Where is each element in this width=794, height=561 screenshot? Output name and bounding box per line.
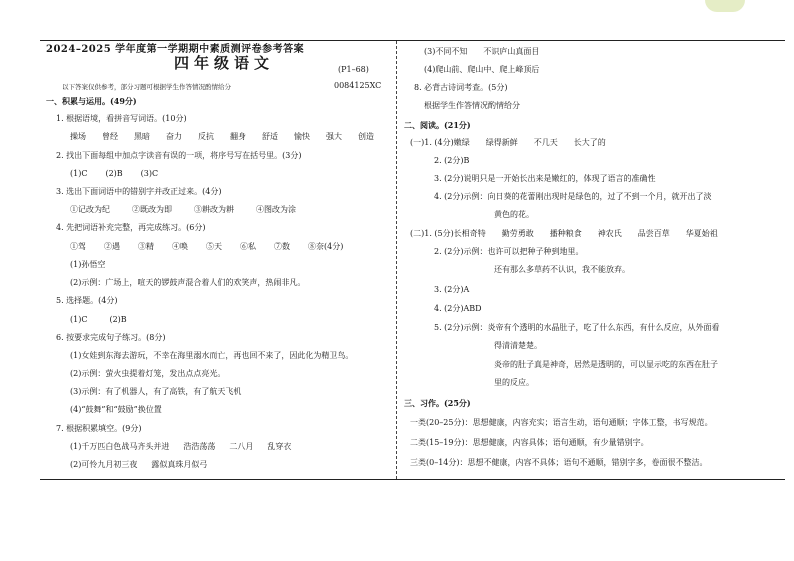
q7-answer-1 <box>70 442 291 452</box>
document-code: 0084125XC <box>334 81 382 90</box>
reading-1-q1: (一)1. (4分)嫩绿 绿得新鲜 不几天 长大了的 <box>410 138 606 147</box>
reading-2-q5-cont-3: 里的反应。 <box>494 378 534 387</box>
reading-1-q3: 3. (2分)说明只是一开始长出来是嫩红的，体现了语言的准确性 <box>434 174 656 183</box>
q2-answers <box>70 169 158 179</box>
section-1-heading: 一、积累与运用。(49分) <box>46 96 137 106</box>
q6-answer-1: (1)女娃到东海去游玩，不幸在海里溺水而亡，再也回不来了，因此化为精卫鸟。 <box>70 351 354 360</box>
q3-answer: ②既改为即 <box>132 205 172 214</box>
q1-word: 愉快 <box>294 132 310 141</box>
q3-answers <box>70 205 296 215</box>
q2-answer: (2)B <box>105 169 123 178</box>
q3-answer: ①记改为纪 <box>70 205 110 214</box>
q4-answer: ③精 <box>138 242 154 251</box>
question-6: 6. 按要求完成句子练习。(8分) <box>56 333 166 342</box>
question-4: 4. 先把词语补充完整，再完成练习。(6分) <box>56 223 206 232</box>
q1-word: 创造 <box>358 132 374 141</box>
document-title: 2024–2025 学年度第一学期期中素质测评卷参考答案 <box>46 44 305 55</box>
q1-word: 奋力 <box>166 132 182 141</box>
grade-subject-title: 四年级语文 <box>174 54 275 72</box>
question-1: 1. 根据语境，看拼音写词语。(10分) <box>56 114 187 123</box>
q4-answer-1: (1)孙悟空 <box>70 260 106 269</box>
q6-answer-4: (4)“鼓舞”和“鼓励”换位置 <box>70 405 162 414</box>
q6-answer-2: (2)示例：萤火虫提着灯笼，发出点点亮光。 <box>70 369 226 378</box>
q7-answer-4: (4)爬山前、爬山中、爬上峰顶后 <box>424 65 540 74</box>
q5-answer: (1)C <box>70 315 88 324</box>
writing-grade-3: 三类(0–14分)：思想不健康，内容不具体；语句不通顺，错别字多，卷面很不整洁。 <box>410 458 708 467</box>
q1-word: 翻身 <box>230 132 246 141</box>
q3-answer: ④图改为涂 <box>256 205 296 214</box>
reading-2-q2-cont: 还有那么多草药不认识，我不能放弃。 <box>494 265 630 274</box>
q4-answer: ⑤天 <box>206 242 222 251</box>
writing-grade-2: 二类(15–19分)：思想健康，内容具体；语句通顺，有少量错别字。 <box>410 438 649 447</box>
answer-sheet <box>40 40 785 480</box>
q7-fill: (1)千万匹白色战马齐头并进 <box>70 442 170 451</box>
q1-word: 强大 <box>326 132 342 141</box>
question-7: 7. 根据积累填空。(9分) <box>56 424 142 433</box>
q7-fill: 浩浩荡荡 <box>183 442 216 451</box>
question-3: 3. 选出下面词语中的错别字并改正过来。(4分) <box>56 187 222 196</box>
q1-answers <box>70 132 390 142</box>
q1-word: 曾经 <box>102 132 118 141</box>
reading-1-q4: 4. (2分)示例：向日葵的花蕾刚出现时是绿色的，过了不到一个月，就开出了淡 <box>434 192 712 201</box>
reading-2-q5-cont-2: 炎帝的肚子真是神奇，居然是透明的，可以显示吃的东西在肚子 <box>494 360 718 369</box>
q4-answer: ⑥私 <box>240 242 256 251</box>
q2-answer: (1)C <box>70 169 88 178</box>
q2-answer: (3)C <box>140 169 159 178</box>
reading-2-q3: 3. (2分)A <box>434 285 470 294</box>
column-divider <box>396 41 397 479</box>
q7-fill: 二八月 <box>229 442 254 451</box>
section-3-heading: 三、习作。(25分) <box>404 398 471 408</box>
q7-fill: 露似真珠月似弓 <box>151 460 208 469</box>
q4-answer: ⑦数 <box>274 242 290 251</box>
q4-answer: ④唤 <box>172 242 188 251</box>
q7-fill: 乱穿衣 <box>267 442 292 451</box>
q4-answers <box>70 242 343 252</box>
question-5: 5. 选择题。(4分) <box>56 296 118 305</box>
q7-fill: (2)可怜九月初三夜 <box>70 460 138 469</box>
page-code: (P1–68) <box>338 65 369 74</box>
scoring-note: 以下答案仅供参考，部分习题可根据学生作答情况酌情给分 <box>62 83 231 91</box>
reading-1-q4-cont: 黄色的花。 <box>494 210 534 219</box>
reading-2-q5: 5. (2分)示例：炎帝有个透明的水晶肚子，吃了什么东西，有什么反应，从外面看 <box>434 323 720 332</box>
q6-answer-3: (3)示例：有了机器人，有了高铁，有了航天飞机 <box>70 387 242 396</box>
q4-answer: ⑧奈(4分) <box>308 242 344 251</box>
q1-word: 舒适 <box>262 132 278 141</box>
decorative-leaf-image <box>705 0 745 12</box>
q3-answer: ③耕改为耕 <box>194 205 234 214</box>
writing-grade-1: 一类(20–25分)：思想健康，内容充实；语言生动，语句通顺；字体工整，书写规范。 <box>410 418 713 427</box>
q7-answer-2 <box>70 460 207 470</box>
question-2: 2. 找出下面每组中加点字读音有误的一项，将序号写在括号里。(3分) <box>56 151 302 160</box>
q1-word: 操场 <box>70 132 86 141</box>
question-8: 8. 必背古诗词考查。(5分) <box>414 83 508 92</box>
q4-answer-2: (2)示例：广场上，喧天的锣鼓声混合着人们的欢笑声，热闹非凡。 <box>70 278 306 287</box>
q1-word: 反抗 <box>198 132 214 141</box>
q5-answer: (2)B <box>109 315 127 324</box>
reading-2-q2: 2. (2分)示例：也许可以把种子种到地里。 <box>434 247 584 256</box>
q8-answer: 根据学生作答情况酌情给分 <box>424 101 520 110</box>
q7-answer-3: (3)不同不知 不识庐山真面目 <box>424 47 540 56</box>
reading-2-q5-cont-1: 得清清楚楚。 <box>494 341 542 350</box>
section-2-heading: 二、阅读。(21分) <box>404 120 471 130</box>
reading-1-q2: 2. (2分)B <box>434 156 470 165</box>
q5-answers <box>70 315 127 325</box>
q4-answer: ①驾 <box>70 242 86 251</box>
q4-answer: ②遇 <box>104 242 120 251</box>
reading-2-q4: 4. (2分)ABD <box>434 304 482 313</box>
q1-word: 黑暗 <box>134 132 150 141</box>
reading-2-q1: (二)1. (5分)长相奇特 勤劳勇敢 播种粮食 神农氏 品尝百草 华夏始祖 <box>410 229 718 238</box>
